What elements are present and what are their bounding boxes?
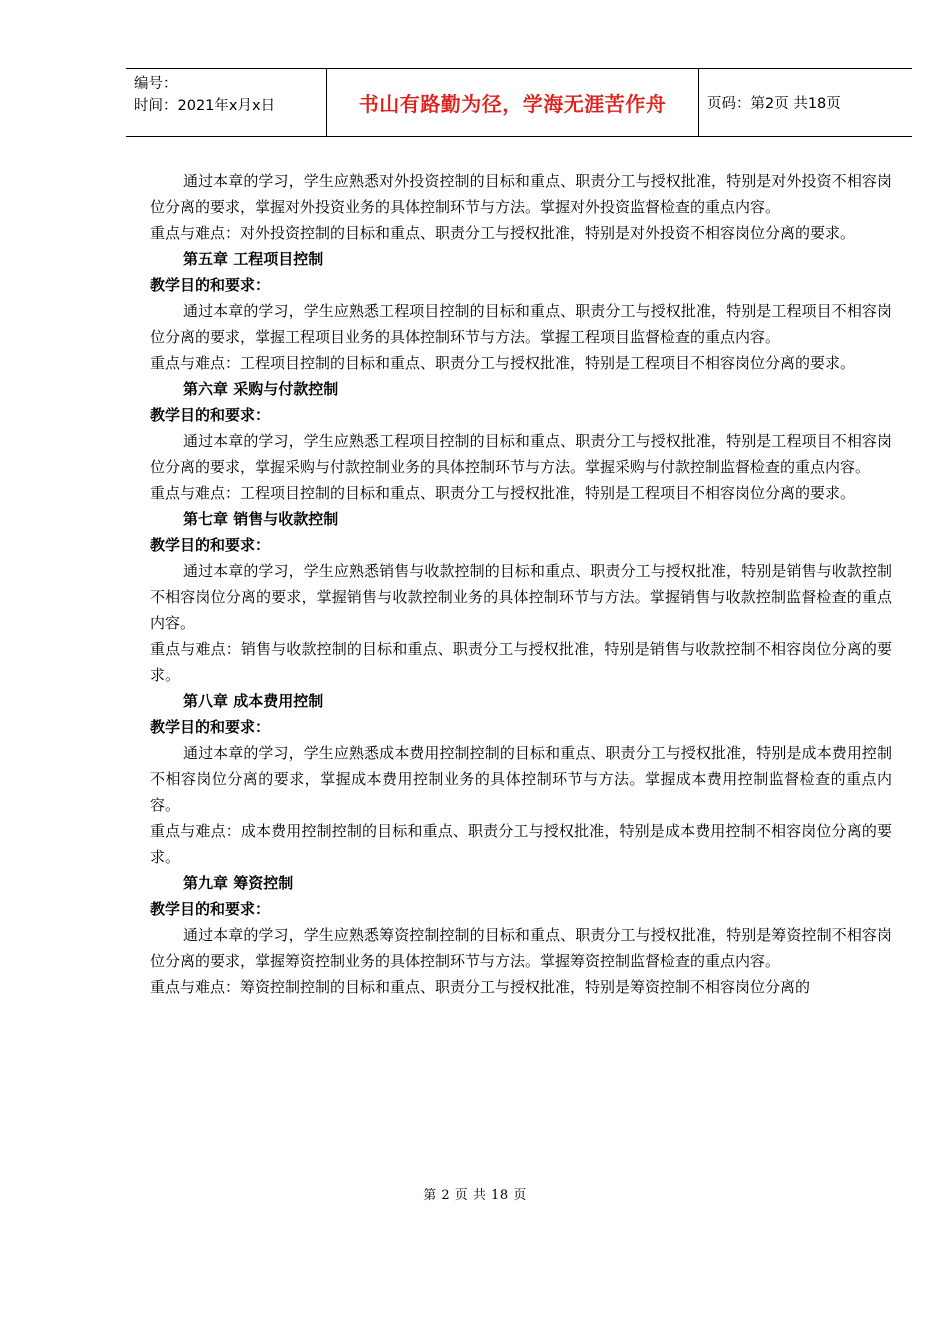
chapter-6-title: 第六章 采购与付款控制	[183, 380, 339, 398]
chapter-7-paragraph: 通过本章的学习，学生应熟悉销售与收款控制的目标和重点、职责分工与授权批准，特别是销售与收款控制不相容岗位分离的要求，掌握销售与收款控制业务的具体控制环节与方法。掌握销售与收款控制监督检查的重点内容。	[150, 562, 892, 632]
chapter-7-title: 第七章 销售与收款控制	[183, 510, 339, 528]
chapter-5-key-points: 重点与难点：工程项目控制的目标和重点、职责分工与授权批准，特别是工程项目不相容岗位分离的要求。	[150, 354, 856, 372]
chapter-9-key-points: 重点与难点：筹资控制控制的目标和重点、职责分工与授权批准，特别是筹资控制不相容岗位分离的	[150, 978, 811, 996]
header-meta	[126, 69, 326, 136]
chapter-7-subheading: 教学目的和要求：	[150, 536, 271, 554]
document-body	[150, 168, 892, 1000]
key-points-paragraph: 重点与难点：对外投资控制的目标和重点、职责分工与授权批准，特别是对外投资不相容岗位分离的要求。	[150, 224, 856, 242]
document-number-label: 编号：	[134, 76, 178, 92]
document-time-label: 时间：2021年x月x日	[134, 98, 276, 114]
chapter-9-subheading: 教学目的和要求：	[150, 900, 271, 918]
header-page-cell	[699, 69, 912, 136]
chapter-8-subheading: 教学目的和要求：	[150, 718, 271, 736]
chapter-9-title: 第九章 筹资控制	[183, 874, 294, 892]
header-motto-cell	[326, 69, 699, 136]
chapter-8-paragraph: 通过本章的学习，学生应熟悉成本费用控制控制的目标和重点、职责分工与授权批准，特别是成本费用控制不相容岗位分离的要求，掌握成本费用控制业务的具体控制环节与方法。掌握成本费用控制监督检查的重点内容。	[150, 744, 892, 814]
paragraph: 通过本章的学习，学生应熟悉对外投资控制的目标和重点、职责分工与授权批准，特别是对外投资不相容岗位分离的要求，掌握对外投资业务的具体控制环节与方法。掌握对外投资监督检查的重点内容。	[150, 172, 892, 216]
chapter-8-title: 第八章 成本费用控制	[183, 692, 324, 710]
chapter-6-subheading: 教学目的和要求：	[150, 406, 271, 424]
chapter-8-key-points: 重点与难点：成本费用控制控制的目标和重点、职责分工与授权批准，特别是成本费用控制不相容岗位分离的要求。	[150, 822, 892, 866]
chapter-5-paragraph: 通过本章的学习，学生应熟悉工程项目控制的目标和重点、职责分工与授权批准，特别是工程项目不相容岗位分离的要求，掌握工程项目业务的具体控制环节与方法。掌握工程项目监督检查的重点内容。	[150, 302, 892, 346]
page-header	[126, 68, 912, 137]
chapter-6-paragraph: 通过本章的学习，学生应熟悉工程项目控制的目标和重点、职责分工与授权批准，特别是工程项目不相容岗位分离的要求，掌握采购与付款控制业务的具体控制环节与方法。掌握采购与付款控制监督检查的重点内容。	[150, 432, 892, 476]
chapter-9-paragraph: 通过本章的学习，学生应熟悉筹资控制控制的目标和重点、职责分工与授权批准，特别是筹资控制不相容岗位分离的要求，掌握筹资控制业务的具体控制环节与方法。掌握筹资控制监督检查的重点内容。	[150, 926, 892, 970]
page-footer-number: 第 2 页 共 18 页	[423, 1188, 527, 1203]
chapter-6-key-points: 重点与难点：工程项目控制的目标和重点、职责分工与授权批准，特别是工程项目不相容岗位分离的要求。	[150, 484, 856, 502]
header-page-label: 页码：第2页 共18页	[707, 96, 841, 112]
chapter-7-key-points: 重点与难点：销售与收款控制的目标和重点、职责分工与授权批准，特别是销售与收款控制不相容岗位分离的要求。	[150, 640, 892, 684]
chapter-5-title: 第五章 工程项目控制	[183, 250, 324, 268]
header-motto: 书山有路勤为径，学海无涯苦作舟	[358, 92, 667, 116]
chapter-5-subheading: 教学目的和要求：	[150, 276, 271, 294]
